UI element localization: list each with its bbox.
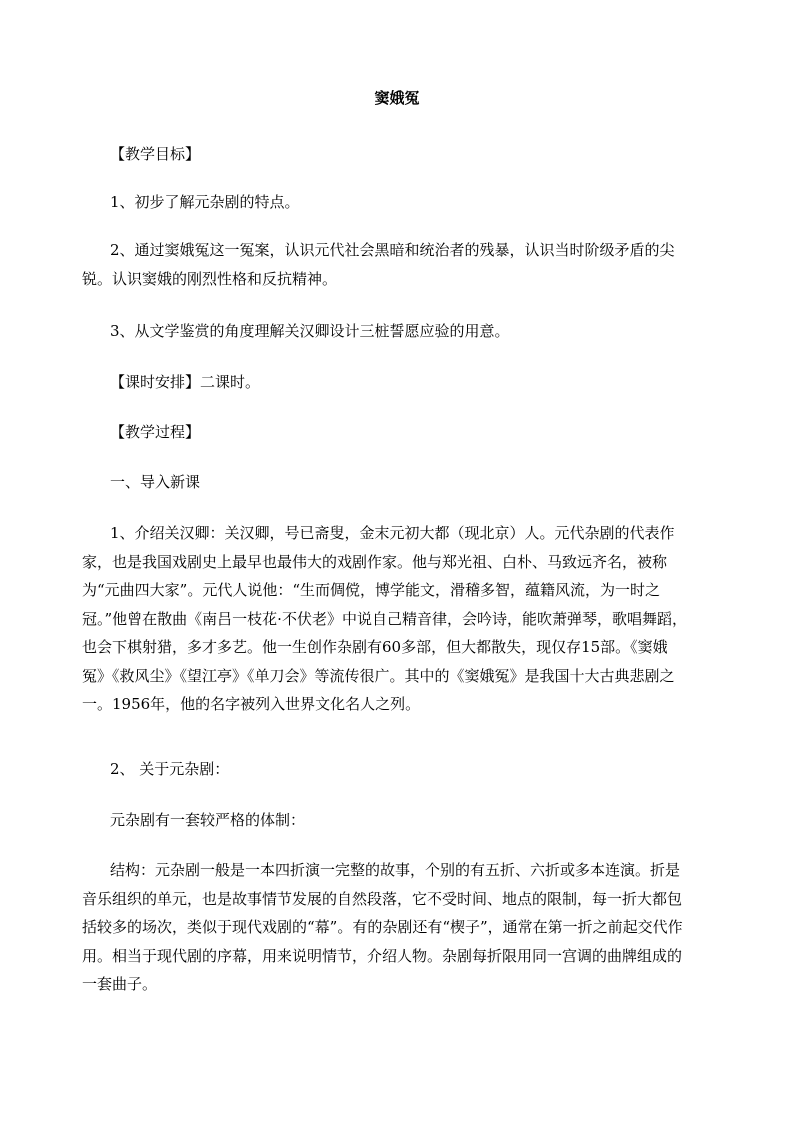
objective-item-1: 1、初步了解元杂剧的特点。 [110, 193, 300, 211]
section-heading-process: 【教学过程】 [110, 423, 201, 441]
body-paragraph-system: 元杂剧有一套较严格的体制： [110, 811, 306, 829]
subsection-heading-intro: 一、导入新课 [110, 473, 201, 491]
document-title: 窦娥冤 [374, 89, 420, 107]
objective-item-3: 3、从文学鉴赏的角度理解关汉卿设计三桩誓愿应验的用意。 [110, 322, 510, 340]
section-heading-schedule: 【课时安排】二课时。 [110, 373, 261, 391]
section-heading-objectives: 【教学目标】 [110, 145, 201, 163]
subsection-heading-yuan-zaju: 2、 关于元杂剧： [110, 760, 230, 778]
body-paragraph-guan-hanqing: 1、介绍关汉卿：关汉卿，号已斋叟，金末元初大都（现北京）人。元代杂剧的代表作家，也是我国戏剧史上最早也最伟大的戏剧作家。他与郑光祖、白朴、马致远齐名，被称为“元曲四大家”。元代人说他：“生而倜傥，博学能文，滑稽多智，蕴籍风流，为一时之冠。”他曾在散曲《南吕一枝花·不伏老》中说自己精音律，会吟诗，能吹萧弹琴，歌唱舞蹈，也会下棋射猎，多才多艺。他一生创作杂剧有60多部，但大都散失，现仅存15部。《窦娥冤》《救风尘》《望江亭》《单刀会》等流传很广。其中的《窦娥冤》是我国十大古典悲剧之一。1956年，他的名字被列入世界文化名人之列。 [82, 524, 687, 713]
objective-item-2: 2、通过窦娥冤这一冤案，认识元代社会黑暗和统治者的残暴，认识当时阶级矛盾的尖锐。认识窦娥的刚烈性格和反抗精神。 [82, 241, 675, 288]
body-paragraph-structure: 结构：元杂剧一般是一本四折演一完整的故事，个别的有五折、六折或多本连演。折是音乐组织的单元，也是故事情节发展的自然段落，它不受时间、地点的限制，每一折大都包括较多的场次，类似于现代戏剧的“幕”。有的杂剧还有“楔子”，通常在第一折之前起交代作用。相当于现代剧的序幕，用来说明情节，介绍人物。杂剧每折限用同一宫调的曲牌组成的一套曲子。 [82, 861, 683, 993]
